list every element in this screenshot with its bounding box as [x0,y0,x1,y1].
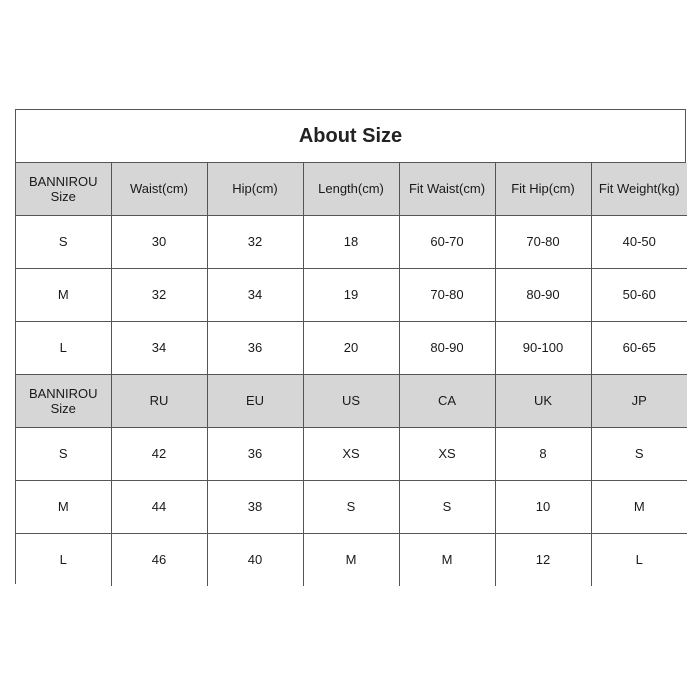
size-label: M [16,481,111,534]
column-header: Fit Weight(kg) [591,163,687,216]
size-label: S [16,216,111,269]
table-row [16,481,687,534]
table-row [16,216,687,269]
table-cell: L [591,534,687,587]
table-cell: 80-90 [495,269,591,322]
chart-title: About Size [16,110,685,163]
table-cell: 70-80 [399,269,495,322]
column-header: Fit Hip(cm) [495,163,591,216]
size-label: M [16,269,111,322]
table-cell: 36 [207,428,303,481]
table-cell: 34 [207,269,303,322]
table-cell: M [399,534,495,587]
table-row [16,322,687,375]
column-header: Waist(cm) [111,163,207,216]
table-cell: S [303,481,399,534]
header-row [16,163,687,216]
table-row [16,269,687,322]
brand-size-header: BANNIROU Size [16,375,111,428]
column-header: UK [495,375,591,428]
table-cell: 90-100 [495,322,591,375]
table-cell: S [399,481,495,534]
size-label: S [16,428,111,481]
table-cell: 12 [495,534,591,587]
table-cell: 19 [303,269,399,322]
table-cell: 32 [207,216,303,269]
table-cell: 38 [207,481,303,534]
table-cell: XS [399,428,495,481]
column-header: RU [111,375,207,428]
table-cell: 40 [207,534,303,587]
size-label: L [16,322,111,375]
size-chart [15,109,686,584]
table-cell: 18 [303,216,399,269]
table-cell: 32 [111,269,207,322]
table-cell: 44 [111,481,207,534]
table-cell: 36 [207,322,303,375]
table-cell: M [303,534,399,587]
table-cell: 42 [111,428,207,481]
table-cell: 80-90 [399,322,495,375]
size-label: L [16,534,111,587]
column-header: EU [207,375,303,428]
table-cell: 10 [495,481,591,534]
table-row [16,534,687,587]
table-cell: 70-80 [495,216,591,269]
table-cell: 60-70 [399,216,495,269]
table-cell: XS [303,428,399,481]
table-cell: S [591,428,687,481]
table-cell: 50-60 [591,269,687,322]
column-header: Hip(cm) [207,163,303,216]
table-cell: 30 [111,216,207,269]
table-cell: M [591,481,687,534]
column-header: Fit Waist(cm) [399,163,495,216]
table-cell: 40-50 [591,216,687,269]
table-cell: 34 [111,322,207,375]
table-cell: 60-65 [591,322,687,375]
column-header: CA [399,375,495,428]
column-header: JP [591,375,687,428]
brand-size-header: BANNIROU Size [16,163,111,216]
table-cell: 8 [495,428,591,481]
header-row [16,375,687,428]
table-cell: 20 [303,322,399,375]
table-cell: 46 [111,534,207,587]
size-table [16,163,687,586]
table-row [16,428,687,481]
column-header: Length(cm) [303,163,399,216]
column-header: US [303,375,399,428]
